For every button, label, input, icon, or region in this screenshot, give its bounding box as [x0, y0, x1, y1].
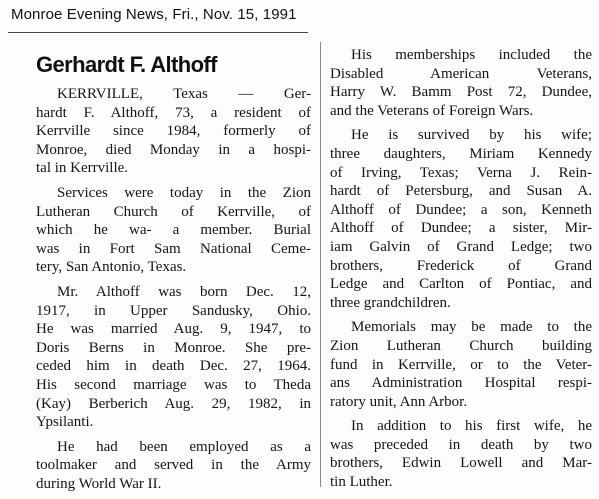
column-divider: [320, 42, 321, 487]
left-column: [36, 85, 311, 499]
text-line: Services were today in the Zion: [57, 184, 311, 201]
text-line: hardt F. Althoff, 73, a resident of: [36, 104, 311, 121]
paragraph: [330, 318, 592, 411]
text-line: of Irving, Texas; Verna J. Rein-: [330, 164, 592, 181]
text-line: He was married Aug. 9, 1947, to: [36, 321, 311, 338]
paragraph: [330, 126, 592, 312]
text-line: during World War II.: [36, 475, 162, 492]
text-line: and the Veterans of Foreign Wars.: [330, 102, 534, 119]
text-line: ceded him in death Dec. 27, 1964.: [36, 358, 311, 375]
text-line: Althoff of Dundee; a son, Kenneth: [330, 201, 592, 218]
text-line: ratory unit, Ann Arbor.: [330, 393, 468, 410]
text-line: Doris Berns in Monroe. She pre-: [36, 339, 311, 356]
text-line: which he wa- a member. Burial: [36, 222, 311, 239]
text-line: Lutheran Church of Kerrville, of: [36, 203, 311, 220]
paragraph: [36, 184, 311, 277]
text-line: iam Galvin of Grand Ledge; two: [330, 238, 592, 255]
text-line: Zion Lutheran Church building: [330, 337, 592, 354]
text-line: Harry W. Bamm Post 72, Dundee,: [330, 84, 592, 101]
text-line: brothers, Edwin Lowell and Mar-: [330, 455, 592, 472]
dateline-rule: [8, 32, 308, 33]
text-line: three daughters, Miriam Kennedy: [330, 145, 592, 162]
text-line: tin Luther.: [330, 474, 393, 491]
text-line: hardt of Petersburg, and Susan A.: [330, 183, 592, 200]
paragraph: [330, 46, 592, 120]
paragraph: [36, 438, 311, 494]
text-line: Memorials may be made to the: [351, 319, 592, 336]
text-line: He had been employed as a: [57, 438, 311, 455]
text-line: Ypsilanti.: [36, 414, 94, 431]
text-line: Disabled American Veterans,: [330, 65, 592, 82]
text-line: 1917, in Upper Sandusky, Ohio.: [36, 302, 311, 319]
text-line: brothers, Frederick of Grand: [330, 257, 592, 274]
text-line: Althoff of Dundee; a sister, Mir-: [330, 220, 592, 237]
text-line: toolmaker and served in the Army: [36, 457, 311, 474]
text-line: tal in Kerrville.: [36, 160, 129, 177]
text-line: (Kay) Berberich Aug. 29, 1982, in: [36, 395, 311, 412]
text-line: ans Administration Hospital respi-: [330, 375, 592, 392]
text-line: KERRVILLE, Texas — Ger-: [57, 86, 311, 102]
headline: Gerhardt F. Althoff: [36, 52, 217, 77]
text-line: fund in Kerrville, or to the Veter-: [330, 356, 592, 373]
text-line: tery, San Antonio, Texas.: [36, 259, 187, 276]
text-line: He is survived by his wife;: [351, 127, 592, 144]
text-line: His second marriage was to Theda: [36, 376, 311, 393]
text-line: In addition to his first wife, he: [351, 418, 592, 435]
dateline: Monroe Evening News, Fri., Nov. 15, 1991: [11, 6, 297, 23]
text-line: was in Fort Sam National Ceme-: [36, 240, 311, 257]
text-line: was preceded in death by two: [330, 436, 592, 453]
text-line: Monroe, died Monday in a hospi-: [36, 141, 311, 158]
text-line: Ledge and Carlton of Pontiac, and: [330, 276, 592, 293]
paragraph: [36, 85, 311, 178]
text-line: three grandchildren.: [330, 294, 451, 311]
right-column: [330, 46, 592, 498]
text-line: His memberships included the: [351, 47, 592, 63]
paragraph: [330, 417, 592, 491]
text-line: Kerrville since 1984, formerly of: [36, 123, 311, 140]
text-line: Mr. Althoff was born Dec. 12,: [57, 283, 311, 300]
paragraph: [36, 283, 311, 432]
